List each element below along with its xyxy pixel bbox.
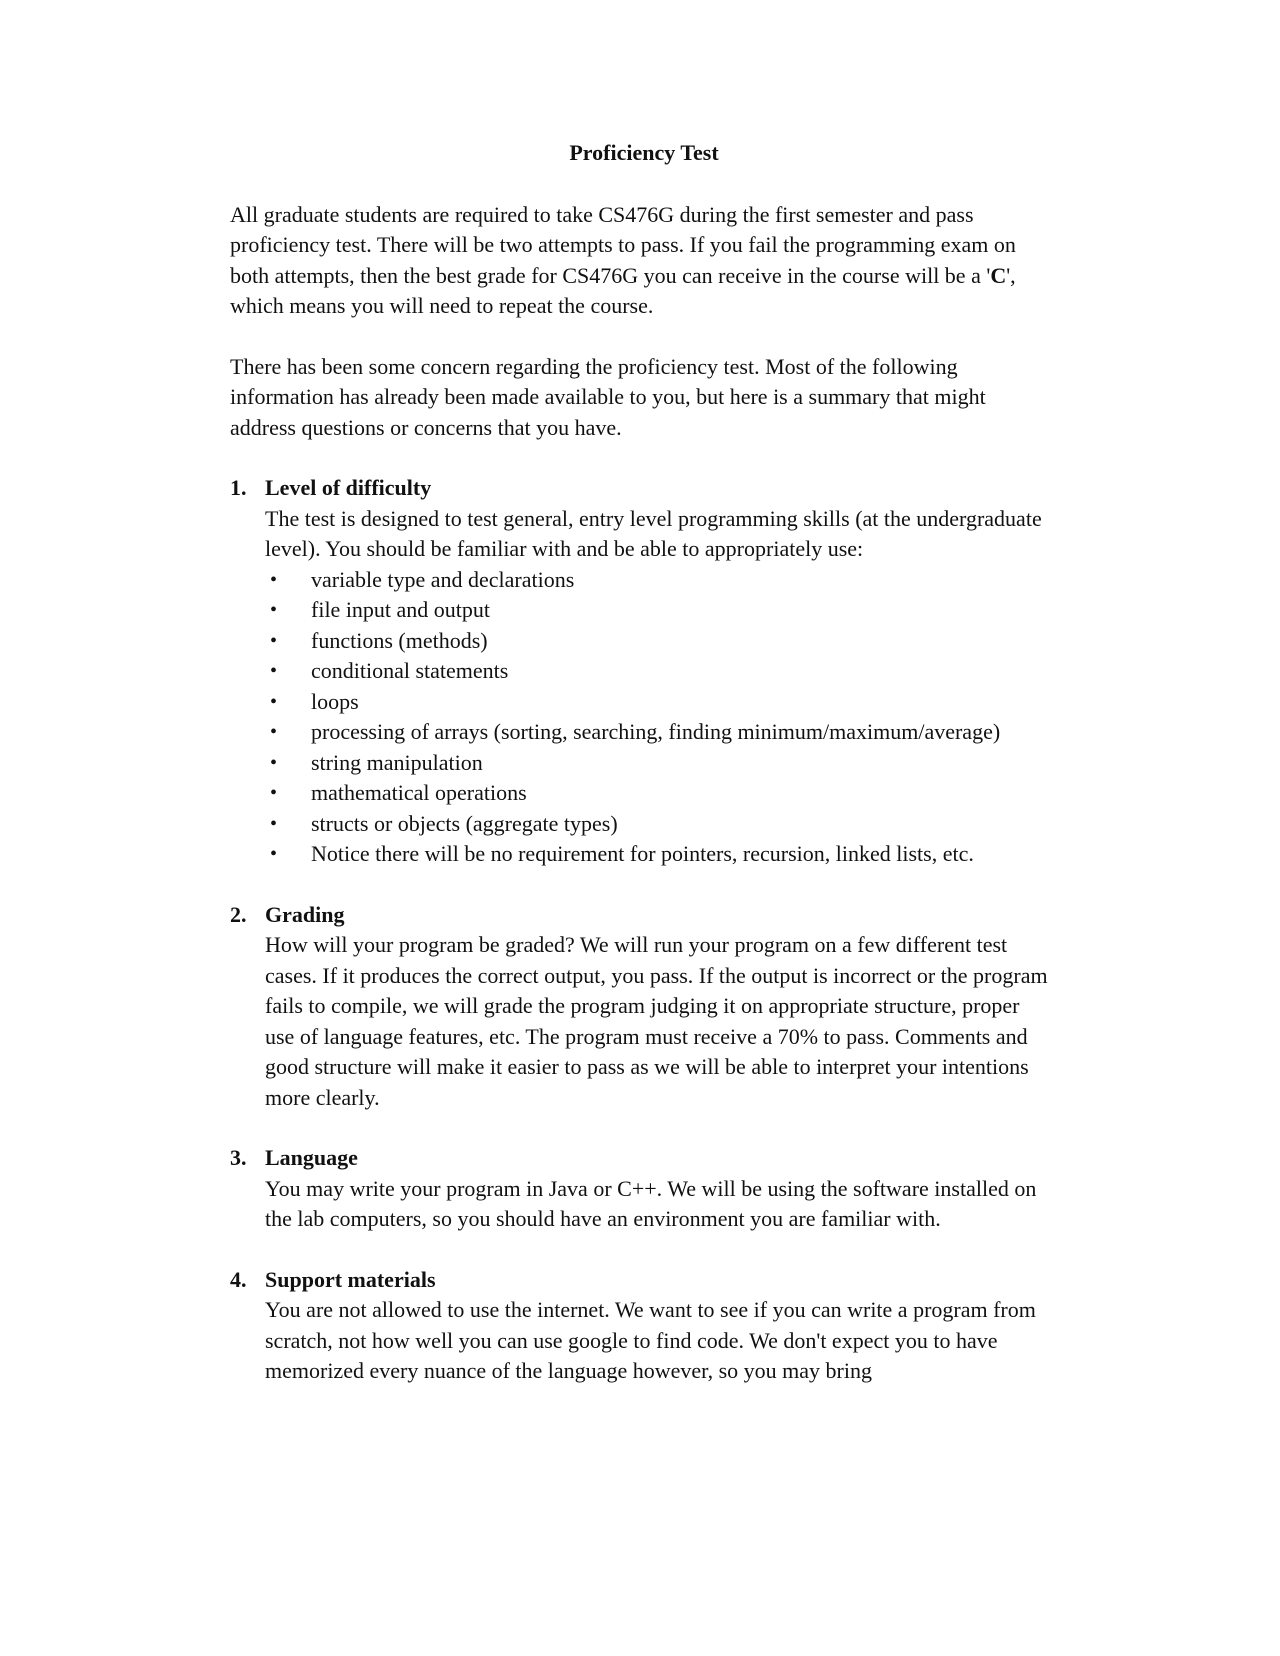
section-support-materials [230,1265,1050,1387]
list-item: • loops [265,687,1050,718]
section-heading: Grading [265,901,345,927]
section-body: You may write your program in Java or C++. We will be using the software installed on the lab computers, so you should have an environment you are familiar with. [265,1175,1037,1231]
skills-list [265,565,1050,870]
list-item: • structs or objects (aggregate types) [265,809,1050,840]
list-item: • Notice there will be no requirement for pointers, recursion, linked lists, etc. [265,839,1050,870]
bullet-icon: • [270,629,278,652]
list-item: • conditional statements [265,656,1050,687]
section-number: 4. [230,1266,247,1292]
intro-paragraph-concern: There has been some concern regarding the proficiency test. Most of the following information has already been made available to you, but here is a summary that might address questions or concerns that you have. [230,353,986,440]
section-heading: Level of difficulty [265,475,432,500]
document-page [230,138,1050,1417]
bullet-icon: • [270,599,278,621]
list-item: • processing of arrays (sorting, searching, finding minimum/maximum/average) [265,717,1050,748]
bullet-icon: • [270,721,278,743]
section-language [230,1143,1050,1235]
section-number: 3. [230,1145,247,1170]
section-heading: Language [265,1145,358,1170]
intro-text-before: All graduate students are required to take CS476G during the first semester and pass proficiency test. There will be two attempts to pass. If you fail the programming exam on both attempts, then the best grade for CS476G you can receive in the course will be a ' [230,201,1016,288]
intro-paragraph-requirements [230,200,1050,322]
list-item: • variable type and declarations [265,565,1050,596]
bullet-icon: • [270,843,278,865]
list-item: • functions (methods) [265,626,1050,657]
grade-c: C [990,262,1007,288]
page-title: Proficiency Test [569,140,719,165]
section-body: The test is designed to test general, entry level programming skills (at the undergraduate level). You should be familiar with and be able to appropriately use: [265,505,1042,561]
bullet-icon: • [270,782,278,804]
bullet-icon: • [270,812,278,835]
section-number: 2. [230,901,247,927]
bullet-icon: • [270,660,278,682]
list-item: • mathematical operations [265,778,1050,809]
section-grading [230,900,1050,1114]
list-item: • file input and output [265,595,1050,626]
section-body: You are not allowed to use the internet. We want to see if you can write a program from scratch, not how well you can use google to find code. We don't expect you to have memorized every nuance of the language however, so you may bring [265,1297,1036,1383]
section-body: How will your program be graded? We will run your program on a few different test cases. If it produces the correct output, you pass. If the output is incorrect or the program fails to compile, we will grade the program judging it on appropriate structure, proper use of language features, etc. The program must receive a 70% to pass. Comments and good structure will make it easier to pass as we will be able to interpret your intentions more clearly. [265,932,1048,1110]
bullet-icon: • [270,690,278,713]
bullet-icon: • [270,568,278,591]
intro-text-after: ', which means you will need to repeat the course. [230,262,1016,318]
section-heading: Support materials [265,1266,436,1292]
bullet-icon: • [270,751,278,774]
list-item: • string manipulation [265,748,1050,779]
section-number: 1. [230,475,247,500]
section-level-of-difficulty [230,473,1050,870]
